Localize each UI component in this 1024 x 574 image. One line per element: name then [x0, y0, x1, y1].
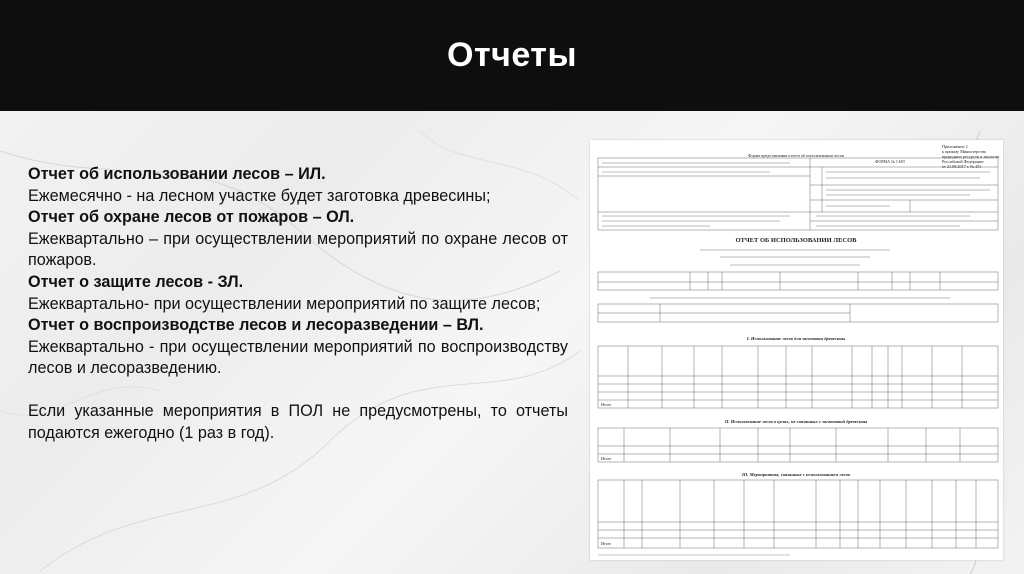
- annex-line: к приказу Министерства: [942, 149, 986, 154]
- section-3-table: [598, 480, 998, 548]
- report-vl-title: Отчет о воспроизводстве лесов и лесоразведении – ВЛ.: [28, 316, 484, 335]
- section-1-title: I. Использование лесов для заготовки древесины: [746, 336, 846, 341]
- report-description: [28, 164, 568, 444]
- section-1-table: [598, 346, 998, 408]
- annex-line: природных ресурсов и экологии: [942, 154, 1000, 159]
- report-ol-frequency: Ежеквартально – при осуществлении мероприятий по охране лесов от пожаров.: [28, 229, 568, 270]
- section-3-total: Итого: [601, 541, 612, 546]
- section-1-total: Итого: [601, 402, 612, 407]
- contract-table: [598, 304, 998, 322]
- section-2-title: II. Использование лесов в целях, не связанных с заготовкой древесины: [724, 419, 868, 424]
- annex-line: Приложение 2: [942, 144, 968, 149]
- report-ol-title: Отчет об охране лесов от пожаров – ОЛ.: [28, 208, 355, 227]
- subtitle-lines: [700, 250, 890, 265]
- report-il-frequency: Ежемесячно - на лесном участке будет заготовка древесины;: [28, 186, 491, 205]
- annex-block: [942, 144, 1000, 169]
- info-text-lines: [602, 163, 990, 226]
- slide-title: Отчеты: [447, 36, 577, 74]
- report-vl-frequency: Ежеквартально - при осуществлении мероприятий по воспроизводству лесов и лесоразведению.: [28, 337, 568, 378]
- report-title: ОТЧЕТ ОБ ИСПОЛЬЗОВАНИИ ЛЕСОВ: [735, 237, 857, 244]
- slide-header: [0, 0, 1024, 111]
- form-caption: Форма представления отчета об использовании лесов: [748, 153, 844, 158]
- annex-line: Российской Федерации: [942, 159, 984, 164]
- section-3-title: III. Мероприятия, связанные с использованием лесов: [741, 472, 851, 477]
- report-form-image: [590, 140, 1003, 560]
- form-number: ФОРМА № 1-ИЛ: [875, 159, 905, 164]
- report-il-title: Отчет об использовании лесов – ИЛ.: [28, 165, 326, 183]
- spacer: [28, 380, 568, 401]
- report-zl-frequency: Ежеквартально- при осуществлении мероприятий по защите лесов;: [28, 294, 541, 313]
- annex-line: от 21.08.2017 г. № 451: [942, 164, 982, 169]
- section-2-total: Итого: [601, 456, 612, 461]
- annual-note: Если указанные мероприятия в ПОЛ не предусмотрены, то отчеты подаются ежегодно (1 раз в год).: [28, 401, 568, 442]
- section-2-table: [598, 428, 998, 462]
- report-zl-title: Отчет о защите лесов - ЗЛ.: [28, 272, 244, 291]
- user-table: [598, 272, 998, 290]
- info-table: [598, 158, 998, 230]
